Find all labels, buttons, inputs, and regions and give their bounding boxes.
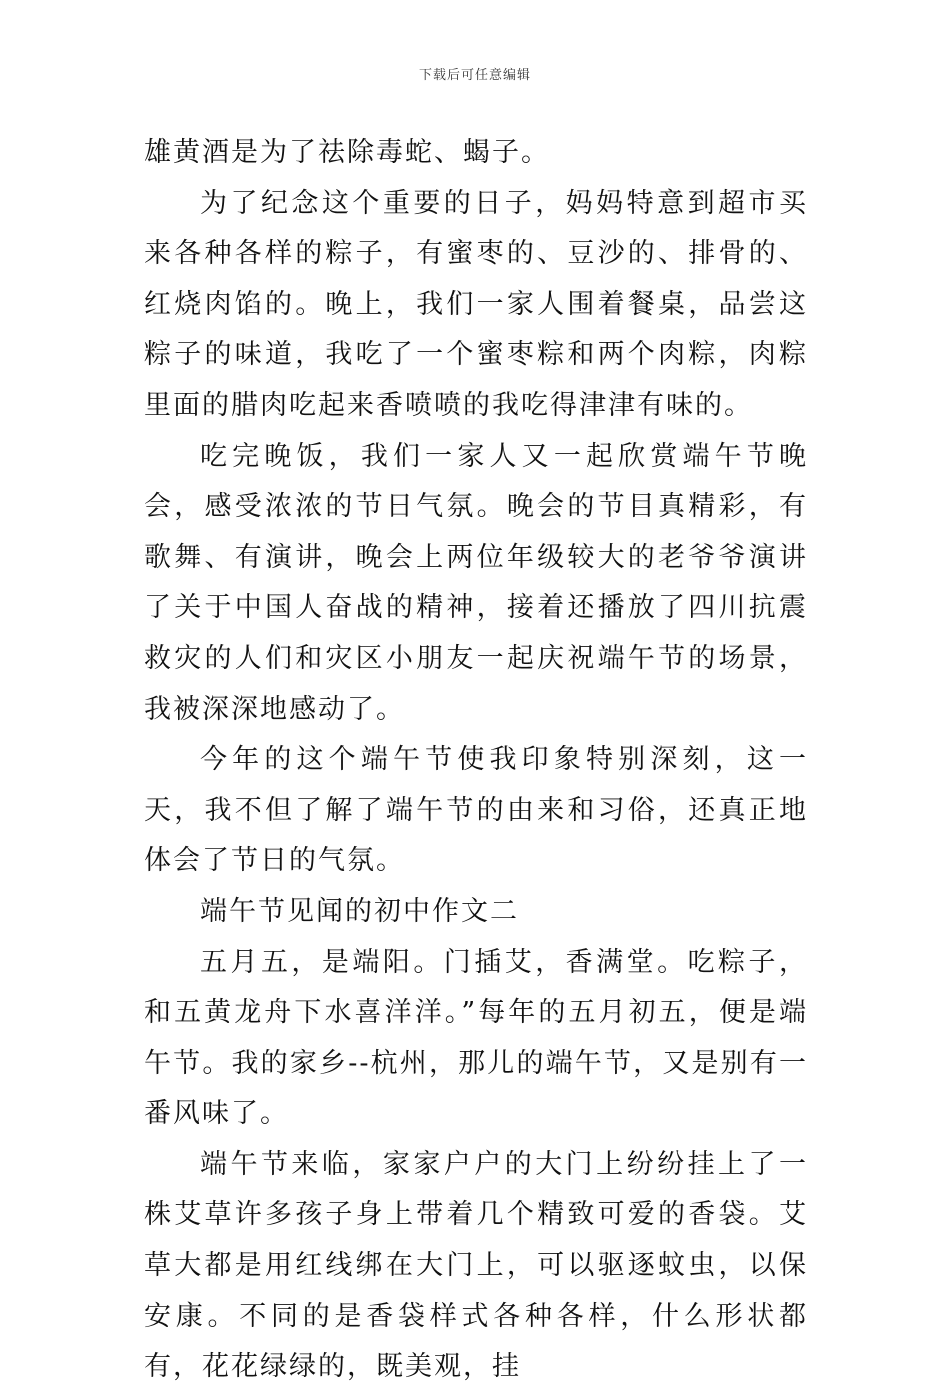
paragraph-5: 五月五，是端阳。门插艾，香满堂。吃粽子，和五黄龙舟下水喜洋洋。”每年的五月初五，便是端午节。我的家乡--杭州，那儿的端午节，又是别有一番风味了。 (144, 946, 808, 1130)
paragraph-3: 吃完晚饭，我们一家人又一起欣赏端午节晚会，感受浓浓的节日气氛。晚会的节目真精彩，有歌舞、有演讲，晚会上两位年级较大的老爷爷演讲了关于中国人奋战的精神，接着还播放了四川抗震救灾的人们和灾区小朋友一起庆祝端午节的场景，我被深深地感动了。 (144, 440, 808, 725)
header-note: 下载后可任意编辑 (418, 68, 531, 83)
paragraph-2: 为了纪念这个重要的日子，妈妈特意到超市买来各种各样的粽子，有蜜枣的、豆沙的、排骨的、红烧肉馅的。晚上，我们一家人围着餐桌，品尝这粽子的味道，我吃了一个蜜枣粽和两个肉粽，肉粽里面的腊肉吃起来香喷喷的我吃得津津有味的。 (144, 187, 808, 421)
section-title: 端午节见闻的初中作文二 (200, 895, 519, 927)
paragraph-4: 今年的这个端午节使我印象特别深刻，这一天，我不但了解了端午节的由来和习俗，还真正地体会了节日的气氛。 (144, 744, 808, 877)
paragraph-6: 端午节来临，家家户户的大门上纷纷挂上了一株艾草许多孩子身上带着几个精致可爱的香袋。艾草大都是用红线绑在大门上，可以驱逐蚊虫，以保安康。不同的是香袋样式各种各样，什么形状都有，花花绿绿的，既美观，挂 (144, 1148, 808, 1383)
document-body (144, 128, 808, 1393)
paragraph-1: 雄黄酒是为了祛除毒蛇、蝎子。 (144, 137, 550, 168)
